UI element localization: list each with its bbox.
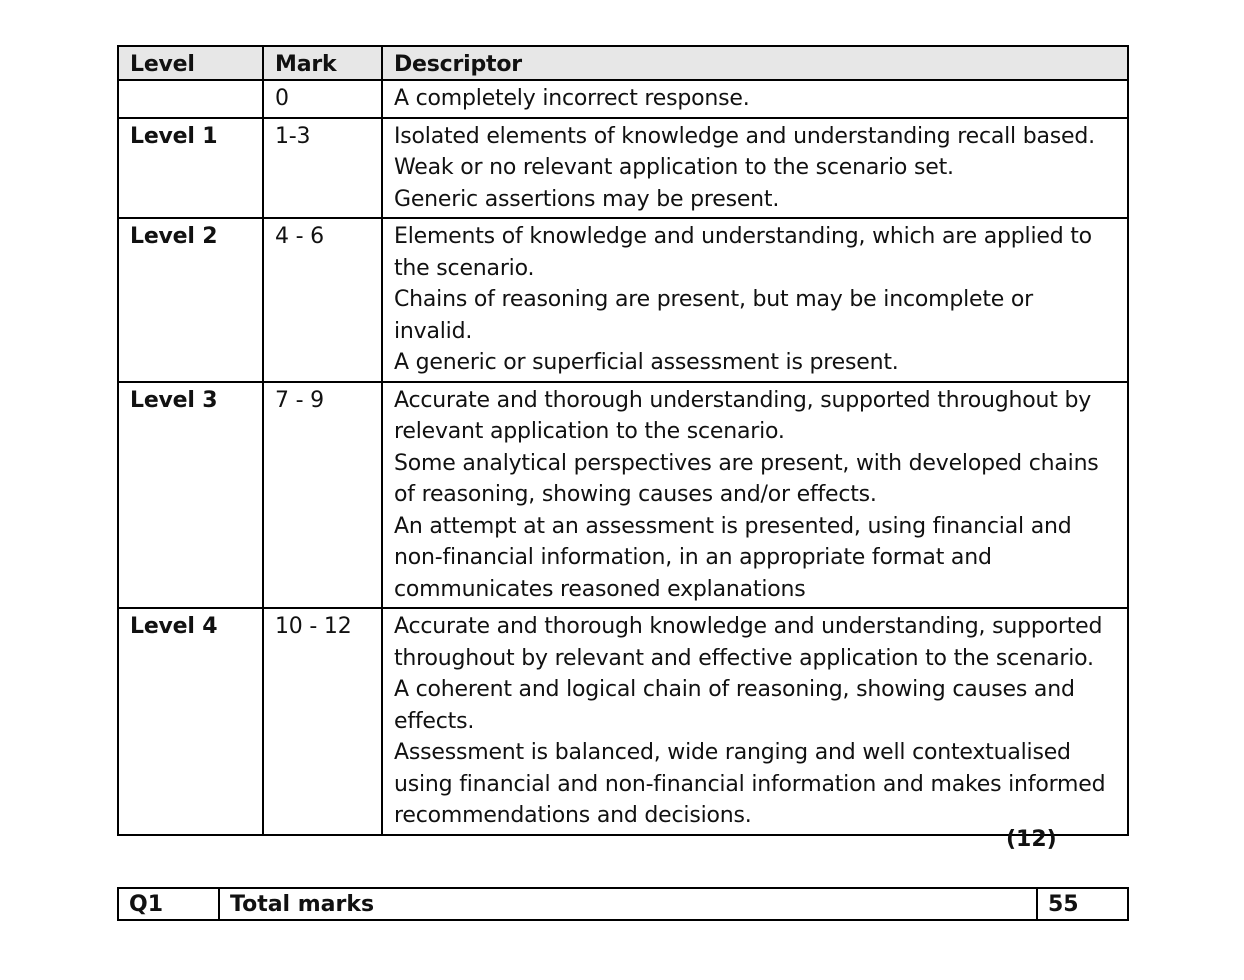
descriptor-line: A generic or superficial assessment is present. — [394, 350, 899, 375]
descriptor-line: Generic assertions may be present. — [394, 186, 780, 212]
descriptor-line: Elements of knowledge and understanding, which are applied to the scenario. — [394, 224, 1092, 281]
mark-cell: 1-3 — [263, 118, 382, 219]
mark-cell: 0 — [263, 80, 382, 118]
level-cell — [118, 80, 263, 118]
descriptor-cell — [382, 382, 1128, 609]
total-value: 55 — [1037, 888, 1128, 920]
mark-cell: 4 - 6 — [263, 218, 382, 382]
descriptor-line: Isolated elements of knowledge and understanding recall based. — [394, 123, 1095, 149]
descriptor-line: Accurate and thorough understanding, supported throughout by relevant application to the scenario. — [394, 387, 1092, 444]
table-row — [118, 80, 1128, 118]
level-cell: Level 1 — [118, 118, 263, 219]
table-row — [118, 608, 1128, 835]
table-row — [118, 218, 1128, 382]
header-row — [118, 46, 1128, 80]
table-row — [118, 118, 1128, 219]
descriptor-cell — [382, 608, 1128, 835]
level-cell: Level 2 — [118, 218, 263, 382]
mark-cell: 7 - 9 — [263, 382, 382, 609]
descriptor-cell — [382, 218, 1128, 382]
descriptor-line: An attempt at an assessment is presented, using financial and non-financial information, in an appropriate format and communicates reasoned explanations — [394, 513, 1072, 602]
level-cell: Level 3 — [118, 382, 263, 609]
descriptor-line: Weak or no relevant application to the scenario set. — [394, 155, 954, 180]
descriptor-line: Assessment is balanced, wide ranging and well contextualised using financial and non-financial information and makes informed recommendations and decisions. — [394, 740, 1106, 828]
descriptor-line: Chains of reasoning are present, but may be incomplete or invalid. — [394, 287, 1033, 344]
question-number: Q1 — [118, 888, 219, 920]
question-marks: (12) — [1006, 827, 1057, 852]
descriptor-line: Some analytical perspectives are present, with developed chains of reasoning, showing causes and/or effects. — [394, 450, 1099, 507]
descriptor-line: Accurate and thorough knowledge and understanding, supported throughout by relevant and effective application to the scenario. — [394, 614, 1103, 671]
levels-table — [117, 45, 1129, 836]
descriptor-cell — [382, 118, 1128, 219]
descriptor-line: A completely incorrect response. — [394, 86, 750, 111]
header-mark: Mark — [263, 46, 382, 80]
mark-cell: 10 - 12 — [263, 608, 382, 835]
header-descriptor: Descriptor — [382, 46, 1128, 80]
descriptor-line: A coherent and logical chain of reasoning, showing causes and effects. — [394, 677, 1075, 734]
header-level: Level — [118, 46, 263, 80]
level-cell: Level 4 — [118, 608, 263, 835]
total-row — [118, 888, 1128, 920]
table-row — [118, 382, 1128, 609]
total-label: Total marks — [219, 888, 1037, 920]
total-marks-table — [117, 887, 1129, 921]
descriptor-cell — [382, 80, 1128, 118]
